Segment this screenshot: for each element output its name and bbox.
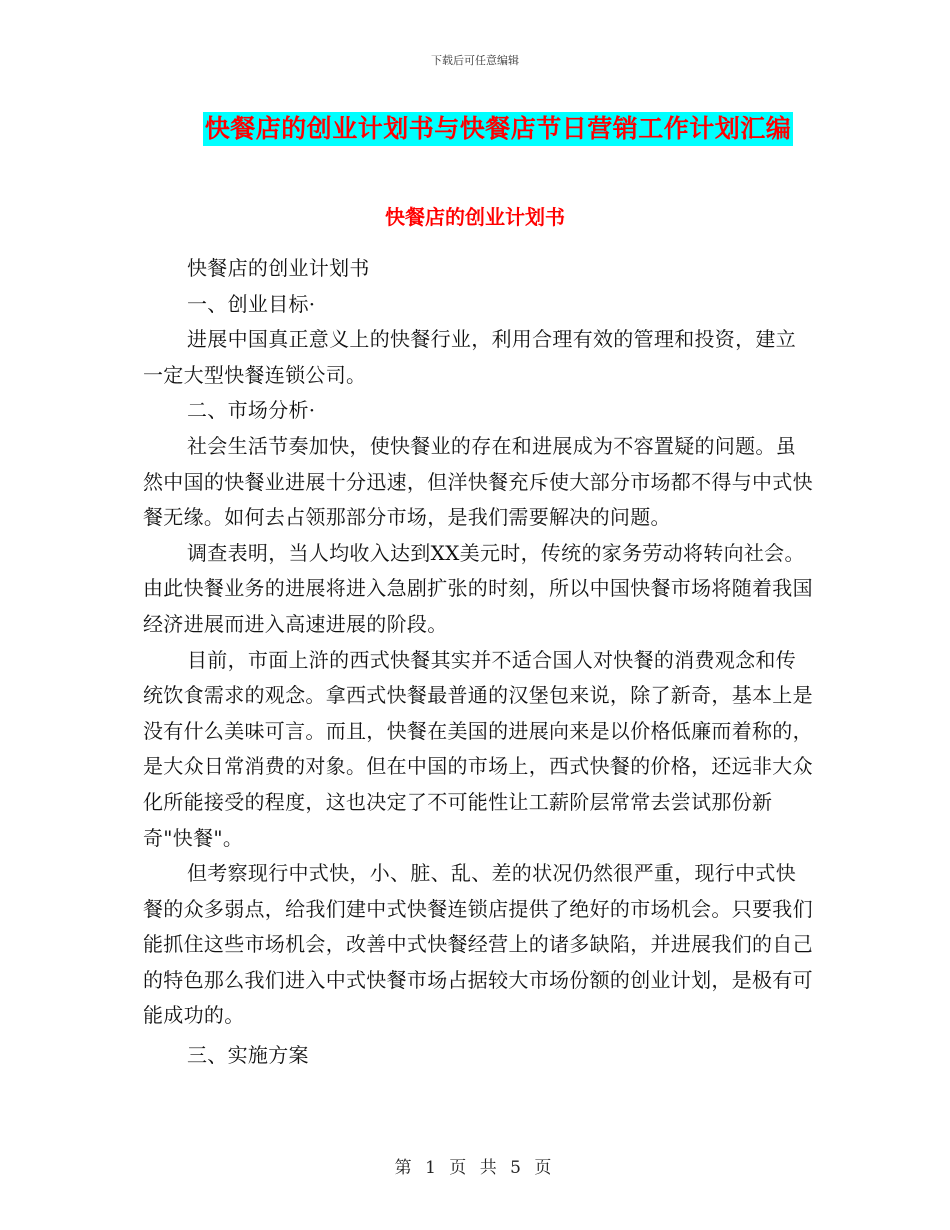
heading-market: 二、市场分析· (187, 398, 316, 423)
paragraph-market-4: 但考察现行中式快，小、脏、乱、差的状况仍然很严重，现行中式快餐的众多弱点，给我们建中式快餐连锁店提供了绝好的市场机会。只要我们能抓住这些市场机会，改善中式快餐经营上的诸多缺陷，并进展我们的自己的特色那么我们进入中式快餐市场占据较大市场份额的创业计划，是极有可能成功的。 (143, 861, 813, 1028)
paragraph-market-3: 目前，市面上浒的西式快餐其实并不适合国人对快餐的消费观念和传统饮食需求的观念。拿西式快餐最普通的汉堡包来说，除了新奇，基本上是没有什么美味可言。而且，快餐在美国的进展向来是以价格低廉而着称的，是大众日常消费的对象。但在中国的市场上，西式快餐的价格，还远非大众化所能接受的程度，这也决定了不可能性让工薪阶层常常去尝试那份新奇"快餐"。 (143, 647, 813, 850)
document-body (143, 251, 815, 1074)
paragraph-market-2: 调查表明，当人均收入达到XX美元时，传统的家务劳动将转向社会。由此快餐业务的进展将进入急剧扩张的时刻，所以中国快餐市场将随着我国经济进展而进入高速进展的阶段。 (143, 540, 813, 636)
section-title: 快餐店的创业计划书 (385, 205, 565, 229)
paragraph-doc-name: 快餐店的创业计划书 (187, 256, 370, 280)
paragraph-goal: 进展中国真正意义上的快餐行业，利用合理有效的管理和投资，建立一定大型快餐连锁公司。 (143, 327, 796, 387)
paragraph-market-1: 社会生活节奏加快，使快餐业的存在和进展成为不容置疑的问题。虽然中国的快餐业进展十分迅速，但洋快餐充斥使大部分市场都不得与中式快餐无缘。如何去占领那部分市场，是我们需要解决的问题。 (143, 433, 813, 530)
header-note: 下载后可任意编辑 (431, 54, 519, 67)
page-number: 第 1 页 共 5 页 (394, 1158, 556, 1178)
main-title-wrap (0, 112, 950, 146)
main-title: 快餐店的创业计划书与快餐店节日营销工作计划汇编 (203, 112, 794, 146)
heading-plan: 三、实施方案 (187, 1043, 309, 1068)
heading-goal: 一、创业目标· (187, 291, 316, 316)
